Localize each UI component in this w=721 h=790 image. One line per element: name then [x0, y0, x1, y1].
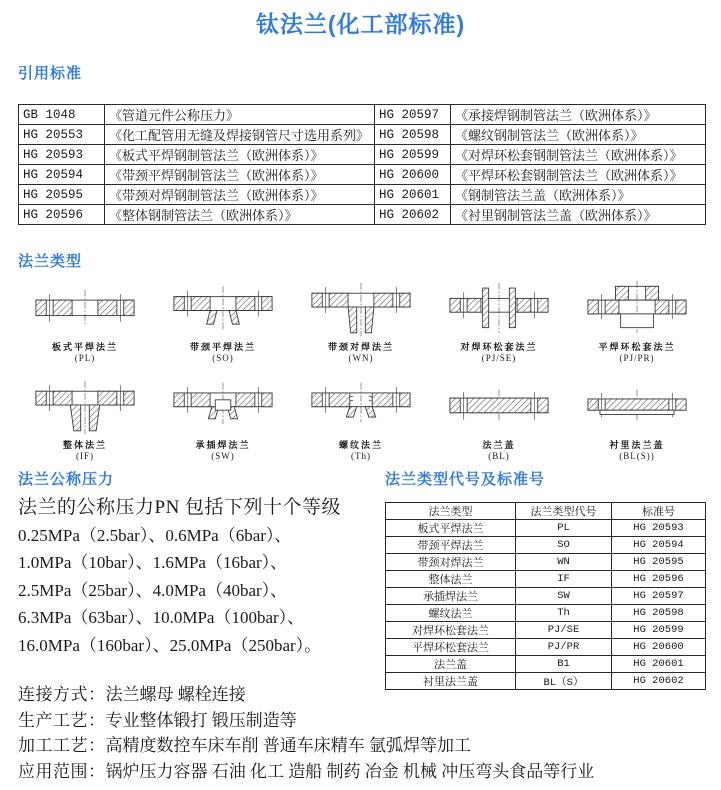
table-row [386, 537, 706, 554]
standard-code: HG 20597 [375, 105, 451, 125]
table-row [19, 145, 706, 165]
flange-figure-pjpr [568, 274, 706, 372]
standard-code: HG 20596 [19, 205, 105, 225]
standard-no-cell: HG 20599 [612, 622, 706, 639]
standard-code: HG 20599 [375, 145, 451, 165]
type-code-cell: PJ/SE [516, 622, 612, 639]
standard-no-cell: HG 20601 [612, 656, 706, 673]
standard-no-cell: HG 20596 [612, 571, 706, 588]
type-code-cell: B1 [516, 656, 612, 673]
info-line-application [18, 759, 708, 785]
heading-nominal-pressure: 法兰公称压力 [18, 471, 115, 488]
info-line-machining [18, 733, 708, 759]
standard-code: HG 20593 [19, 145, 105, 165]
flange-figure-bls [568, 372, 706, 470]
type-code-cell: Th [516, 605, 612, 622]
flange-type-code: (PL) [74, 353, 96, 363]
standard-code: HG 20553 [19, 125, 105, 145]
table-row [386, 588, 706, 605]
standard-no-cell: HG 20597 [612, 588, 706, 605]
table-row [386, 554, 706, 571]
flange-cross-section-bl-icon [433, 374, 565, 436]
flange-type-cell: 衬里法兰盖 [386, 673, 516, 690]
flange-type-code: (SW) [211, 451, 235, 461]
column-header-flange-type: 法兰类型 [386, 503, 516, 520]
standard-title: 《钢制管法兰盖（欧洲体系）》 [451, 185, 706, 205]
pressure-line: 0.25MPa（2.5bar）、0.6MPa（6bar）、 [18, 526, 292, 545]
table-row [386, 605, 706, 622]
flange-type-cell: 承插焊法兰 [386, 588, 516, 605]
table-row [19, 165, 706, 185]
standard-code: HG 20598 [375, 125, 451, 145]
standard-title: 《平焊环松套钢制管法兰（欧洲体系）》 [451, 165, 706, 185]
flange-type-name: 带颈对焊法兰 [327, 342, 394, 352]
flange-type-name: 衬里法兰盖 [609, 440, 665, 450]
flange-type-name: 螺纹法兰 [338, 440, 383, 450]
flange-type-name: 对焊环松套法兰 [460, 342, 538, 352]
info-label: 加工工艺： [18, 736, 106, 756]
standard-title: 《整体钢制管法兰（欧洲体系）》 [105, 205, 375, 225]
flange-figure-so [154, 274, 292, 372]
standard-title: 《板式平焊钢制管法兰（欧洲体系）》 [105, 145, 375, 165]
flange-type-name: 法兰盖 [482, 440, 516, 450]
standard-no-cell: HG 20598 [612, 605, 706, 622]
flange-cross-section-pl-icon [19, 276, 151, 338]
standard-title: 《衬里钢制管法兰盖（欧洲体系）》 [451, 205, 706, 225]
flange-cross-section-pjse-icon [433, 276, 565, 338]
flange-figure-if [16, 372, 154, 470]
type-code-cell: BL（S） [516, 673, 612, 690]
flange-cross-section-bls-icon [571, 374, 703, 436]
standard-no-cell: HG 20593 [612, 520, 706, 537]
table-row [19, 105, 706, 125]
info-label: 生产工艺： [18, 710, 106, 730]
nominal-pressure-intro: 法兰的公称压力PN 包括下列十个等级 [18, 497, 342, 518]
standard-title: 《带颈对焊钢制管法兰（欧洲体系）》 [105, 185, 375, 205]
flange-figure-pl [16, 274, 154, 372]
type-code-cell: PL [516, 520, 612, 537]
flange-type-cell: 螺纹法兰 [386, 605, 516, 622]
pressure-line: 2.5MPa（25bar）、4.0MPa（40bar）、 [18, 580, 288, 600]
standard-no-cell: HG 20600 [612, 639, 706, 656]
info-value: 锅炉压力容器 石油 化工 造船 制药 冶金 机械 冲压弯头食品等行业 [105, 761, 595, 781]
info-line-production [18, 708, 708, 734]
table-row [386, 639, 706, 656]
type-code-cell: SW [516, 588, 612, 605]
heading-type-codes: 法兰类型代号及标准号 [385, 471, 546, 488]
flange-type-code: (WN) [348, 353, 374, 363]
standard-code: HG 20602 [375, 205, 451, 225]
standard-title: 《承接焊钢制管法兰（欧洲体系）》 [451, 105, 706, 125]
flange-figure-pjse [430, 274, 568, 372]
flange-type-name: 整体法兰 [62, 440, 107, 450]
flange-type-cell: 带颈平焊法兰 [386, 537, 516, 554]
info-label: 应用范围： [18, 761, 106, 781]
type-codes-table [385, 502, 706, 690]
table-row [386, 622, 706, 639]
flange-type-cell: 法兰盖 [386, 656, 516, 673]
flange-cross-section-pjpr-icon [571, 276, 703, 338]
pressure-line: 6.3MPa（63bar）、10.0MPa（100bar）、 [18, 608, 305, 628]
flange-figure-th [292, 372, 430, 470]
flange-type-code: (BL(S)) [619, 451, 655, 461]
table-header-row [386, 503, 706, 520]
column-header-standard-no: 标准号 [612, 503, 706, 520]
standard-no-cell: HG 20602 [612, 673, 706, 690]
flange-type-code: (BL) [488, 451, 510, 461]
table-row [19, 205, 706, 225]
flange-figure-sw [154, 372, 292, 470]
flange-cross-section-sw-icon [157, 374, 289, 436]
flange-type-cell: 板式平焊法兰 [386, 520, 516, 537]
pressure-line: 1.0MPa（10bar）、1.6MPa（16bar）、 [18, 553, 288, 573]
standard-code: HG 20595 [19, 185, 105, 205]
standard-title: 《对焊环松套钢制管法兰（欧洲体系）》 [451, 145, 706, 165]
standard-code: HG 20601 [375, 185, 451, 205]
flange-type-cell: 对焊环松套法兰 [386, 622, 516, 639]
info-label: 连接方式： [18, 685, 106, 704]
type-code-cell: SO [516, 537, 612, 554]
flange-type-cell: 平焊环松套法兰 [386, 639, 516, 656]
table-row [386, 571, 706, 588]
standard-code: HG 20600 [375, 165, 451, 185]
info-line-connection [18, 682, 708, 708]
referenced-standards-table [18, 104, 706, 225]
standard-title: 《化工配管用无缝及焊接钢管尺寸选用系列》 [105, 125, 375, 145]
heading-referenced-standards: 引用标准 [18, 65, 83, 82]
info-value: 专业整体锻打 锻压制造等 [105, 710, 297, 730]
type-code-cell: PJ/PR [516, 639, 612, 656]
flange-type-code: (SO) [212, 353, 234, 363]
flange-figure-wn [292, 274, 430, 372]
flange-type-name: 带颈平焊法兰 [189, 342, 256, 352]
nominal-pressure-lines [18, 522, 321, 659]
flange-type-code: (Th) [351, 451, 371, 461]
table-row [19, 125, 706, 145]
info-value: 高精度数控车床车削 普通车床精车 氩弧焊等加工 [105, 736, 471, 756]
flange-type-cell: 带颈对焊法兰 [386, 554, 516, 571]
table-row [386, 656, 706, 673]
page-title: 钛法兰(化工部标准) [255, 11, 466, 37]
heading-flange-types: 法兰类型 [18, 253, 83, 270]
flange-cross-section-th-icon [295, 374, 427, 436]
standard-code: HG 20594 [19, 165, 105, 185]
flange-type-code: (IF) [76, 451, 94, 461]
type-code-cell: IF [516, 571, 612, 588]
table-row [19, 185, 706, 205]
column-header-type-code: 法兰类型代号 [516, 503, 612, 520]
flange-cross-section-so-icon [157, 276, 289, 338]
standard-title: 《带颈平焊钢制管法兰（欧洲体系）》 [105, 165, 375, 185]
info-value: 法兰螺母 螺栓连接 [105, 685, 246, 704]
application-info [18, 682, 708, 784]
flange-type-name: 板式平焊法兰 [51, 342, 118, 352]
type-code-cell: WN [516, 554, 612, 571]
standard-code: GB 1048 [19, 105, 105, 125]
standard-no-cell: HG 20594 [612, 537, 706, 554]
flange-figure-bl [430, 372, 568, 470]
flange-type-name: 平焊环松套法兰 [598, 342, 676, 352]
flange-cross-section-if-icon [19, 374, 151, 436]
flange-type-code: (PJ/PR) [619, 353, 655, 363]
flange-type-code: (PJ/SE) [481, 353, 517, 363]
table-row [386, 520, 706, 537]
standard-title: 《管道元件公称压力》 [105, 105, 375, 125]
flange-type-cell: 整体法兰 [386, 571, 516, 588]
standard-no-cell: HG 20595 [612, 554, 706, 571]
pressure-line: 16.0MPa（160bar）、25.0MPa（250bar）。 [18, 635, 322, 655]
standard-title: 《螺纹钢制管法兰（欧洲体系）》 [451, 125, 706, 145]
flange-figures-grid [16, 274, 708, 470]
flange-type-name: 承插焊法兰 [195, 440, 251, 450]
flange-cross-section-wn-icon [295, 276, 427, 338]
